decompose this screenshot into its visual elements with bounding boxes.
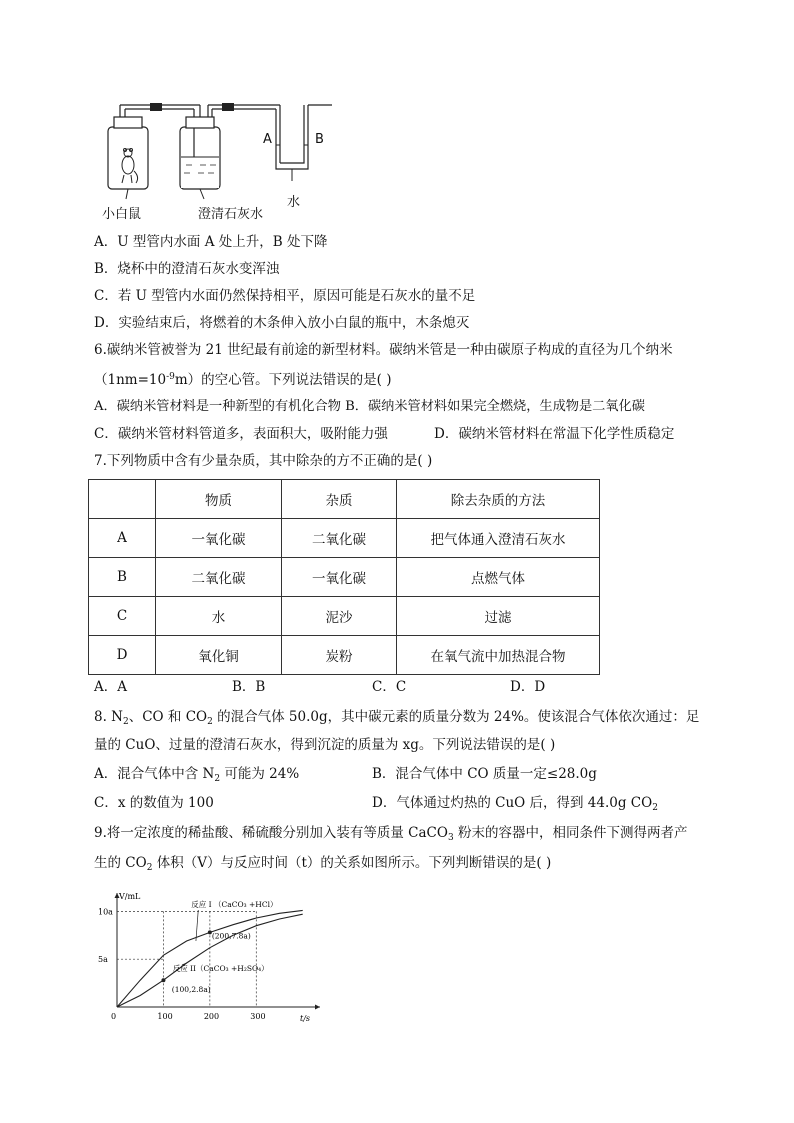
- q9-stem-line1: 9.将一定浓度的稀盐酸、稀硫酸分别加入装有等质量 CaCO$_3$ 粉末的容器中，相同条件下测得两者产: [94, 825, 688, 843]
- y-tick-label: 10a: [98, 907, 113, 917]
- tube-connector: [150, 103, 162, 111]
- table-cell: 氧化铜: [156, 636, 282, 675]
- series-label-2: 反应 II（CaCO₃ +H₂SO₄）: [172, 964, 269, 973]
- table-row: [89, 558, 600, 597]
- q5-option-b: B．烧杯中的澄清石灰水变浑浊: [94, 261, 280, 277]
- table-cell: 在氧气流中加热混合物: [397, 636, 600, 675]
- q8-stem-line1: 8. $N_2$、CO 和 $CO_2$ 的混合气体 50.0g，其中碳元素的质量分数为 24%。使该混合气体依次通过：足: [94, 709, 700, 727]
- q7-option-a: A．A: [94, 679, 127, 695]
- q7-option-b: B．B: [232, 679, 266, 695]
- x-tick-label: 100: [157, 1012, 173, 1021]
- table-cell: 炭粉: [282, 636, 397, 675]
- table-cell: B: [89, 558, 156, 597]
- y-axis-label: V/mL: [119, 892, 141, 901]
- q7-stem: 7.下列物质中含有少量杂质，其中除杂的方不正确的是( ): [94, 453, 433, 469]
- table-cell: 二氧化碳: [282, 519, 397, 558]
- table-cell: 过滤: [397, 597, 600, 636]
- q8-stem-line2: 量的 CuO、过量的澄清石灰水，得到沉淀的质量为 xg。下列说法错误的是( ): [94, 737, 556, 753]
- table-cell: 水: [156, 597, 282, 636]
- q8-option-d: D．气体通过灼热的 CuO 后，得到 44.0g $CO_2$: [372, 795, 658, 813]
- q5-option-c: C．若 U 型管内水面仍然保持相平，原因可能是石灰水的量不足: [94, 288, 476, 304]
- q6-option-ab: A．碳纳米管材料是一种新型的有机化合物 B．碳纳米管材料如果完全燃烧，生成物是二氧化碳: [94, 399, 645, 414]
- table-row: [89, 636, 600, 675]
- bottle2-stopper: [186, 117, 214, 128]
- series-label-1: 反应 I （CaCO₃ +HCl）: [191, 900, 278, 909]
- table-row: [89, 597, 600, 636]
- x-axis-arrow-icon: [315, 1005, 320, 1010]
- y-tick-label: 5a: [98, 955, 108, 965]
- apparatus-figure: [100, 95, 350, 220]
- mouse-icon: [122, 149, 138, 184]
- label-a: A: [263, 132, 272, 147]
- table-header-row: [89, 480, 600, 519]
- table-cell: 一氧化碳: [282, 558, 397, 597]
- header-cell: 除去杂质的方法: [397, 480, 600, 519]
- table-cell: C: [89, 597, 156, 636]
- x-tick-label: 300: [250, 1012, 266, 1021]
- q9-chart: [95, 885, 325, 1025]
- q7-table: [88, 479, 600, 675]
- label-mouse: 小白鼠: [102, 207, 142, 222]
- mouse-bottle: [108, 127, 148, 189]
- table-cell: A: [89, 519, 156, 558]
- table-cell: 泥沙: [282, 597, 397, 636]
- label-limewater: 澄清石灰水: [198, 207, 264, 222]
- tube-connector-2: [222, 103, 234, 111]
- point-100-2.8a: [161, 978, 165, 982]
- q7-option-d: D．D: [510, 679, 546, 695]
- label-water: 水: [287, 195, 301, 210]
- table-cell: 二氧化碳: [156, 558, 282, 597]
- q6-option-c: C．碳纳米管材料管道多，表面积大，吸附能力强: [94, 426, 388, 442]
- table-cell: 一氧化碳: [156, 519, 282, 558]
- q6-stem-line2: $(1nm=10^{-9}m)$的空心管。下列说法错误的是( ): [94, 372, 392, 388]
- bottle1-stopper: [114, 117, 142, 128]
- table-row: [89, 519, 600, 558]
- annotation-100: (100,2.8a): [171, 985, 211, 995]
- table-cell: 点燃气体: [397, 558, 600, 597]
- x-axis-label: t/s: [300, 1014, 311, 1023]
- q8-option-a: A．混合气体中含 $N_2$ 可能为 24%: [94, 766, 300, 784]
- header-cell: 杂质: [282, 480, 397, 519]
- annotation-200: (200,7.8a): [211, 931, 251, 941]
- x-tick-label: 0: [111, 1012, 117, 1021]
- q8-option-b: B．混合气体中 CO 质量一定≤28.0g: [372, 766, 597, 782]
- limewater-liquid: [181, 157, 219, 188]
- header-cell: 物质: [156, 480, 282, 519]
- q9-stem-line2: 生的 $CO_2$ 体积（V）与反应时间（t）的关系如图所示。下列判断错误的是( ): [94, 855, 552, 873]
- table-cell: 把气体通入澄清石灰水: [397, 519, 600, 558]
- q6-option-d: D．碳纳米管材料在常温下化学性质稳定: [434, 426, 675, 442]
- q8-option-c: C．x 的数值为 100: [94, 795, 214, 811]
- q6-stem-line1: 6.碳纳米管被誉为 21 世纪最有前途的新型材料。碳纳米管是一种由碳原子构成的直径为几个纳米: [94, 342, 673, 358]
- x-tick-label: 200: [203, 1012, 220, 1021]
- u-tube: [276, 105, 308, 169]
- table-cell: D: [89, 636, 156, 675]
- q5-option-d: D．实验结束后，将燃着的木条伸入放小白鼠的瓶中，木条熄灭: [94, 315, 470, 331]
- q7-option-c: C．C: [372, 679, 407, 695]
- header-cell: [89, 480, 156, 519]
- q5-option-a: A．U 型管内水面 A 处上升，B 处下降: [94, 234, 328, 250]
- label-b: B: [315, 132, 324, 147]
